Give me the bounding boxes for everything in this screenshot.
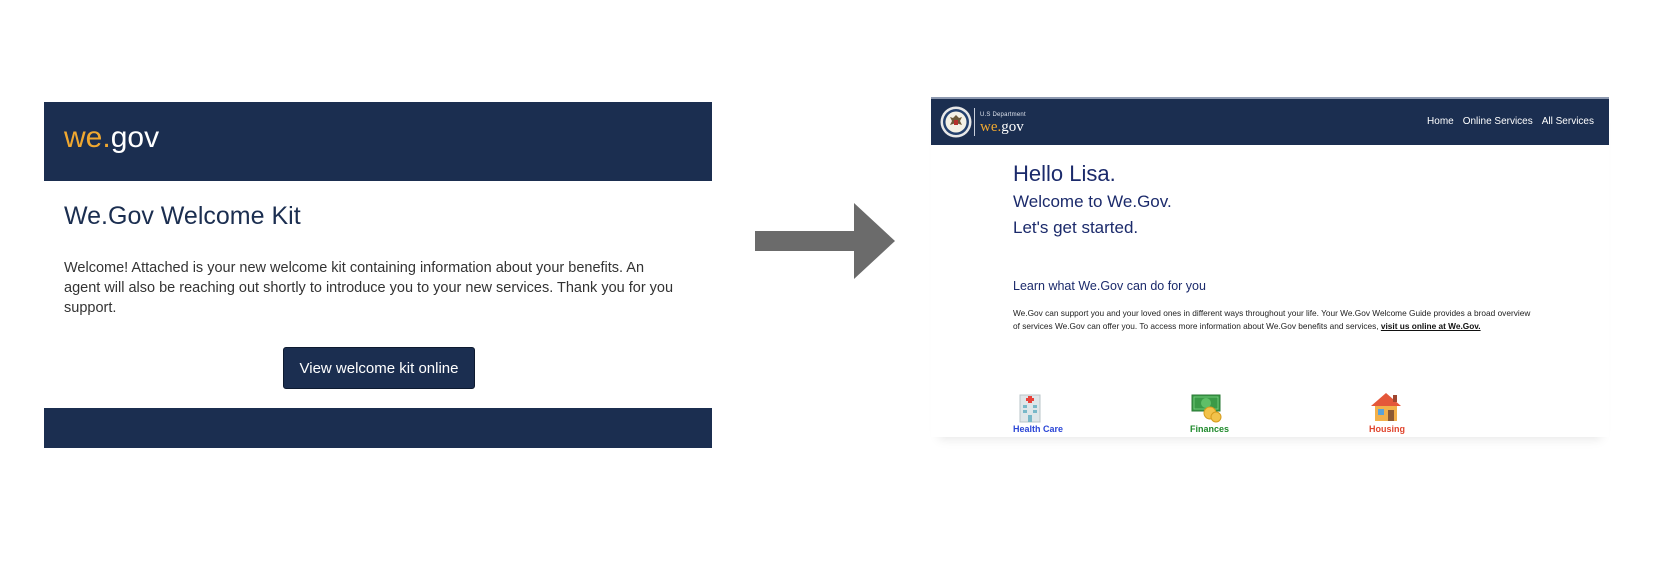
email-footer xyxy=(44,408,712,448)
service-label: Finances xyxy=(1190,424,1230,434)
right-arrow-icon xyxy=(755,203,895,279)
department-label: U.S Department xyxy=(980,112,1026,118)
nav-all-services[interactable]: All Services xyxy=(1541,116,1594,127)
email-body: Welcome! Attached is your new welcome kit containing information about your benefits. An agent will also be reaching out shortly to introduce you to your new services. Thank you for you support. xyxy=(64,260,674,316)
house-icon xyxy=(1369,391,1403,423)
welcome-text: Welcome to We.Gov. xyxy=(1013,192,1172,211)
get-started-text: Let's get started. xyxy=(1013,218,1139,237)
visit-online-link[interactable]: visit us online at We.Gov. xyxy=(1380,320,1481,331)
money-icon xyxy=(1190,391,1224,423)
site-header xyxy=(931,99,1609,145)
nav-home[interactable]: Home xyxy=(1427,116,1454,127)
view-welcome-kit-button[interactable]: View welcome kit online xyxy=(283,347,475,389)
service-finances[interactable] xyxy=(1190,391,1270,434)
learn-body: We.Gov can support you and your loved ones in different ways throughout your life. Your We.Gov Welcome Guide provides a broad overview of services We.Gov can offer you. To access more information about We.Gov benefits and services, visit us online at We.Gov. xyxy=(1013,308,1531,331)
hospital-icon xyxy=(1013,391,1047,423)
department-seal-icon xyxy=(940,106,972,138)
service-label: Health Care xyxy=(1013,424,1064,434)
learn-heading: Learn what We.Gov can do for you xyxy=(1013,279,1206,293)
service-label: Housing xyxy=(1369,424,1405,434)
email-logo: we.gov xyxy=(64,121,160,154)
email-title: We.Gov Welcome Kit xyxy=(64,202,301,230)
welcome-email xyxy=(44,102,712,448)
main-nav xyxy=(1427,116,1594,127)
site-logo[interactable]: we.gov xyxy=(980,119,1024,135)
wegov-website xyxy=(931,97,1609,437)
header-divider xyxy=(974,108,975,136)
service-health-care[interactable] xyxy=(1013,391,1093,434)
nav-online-services[interactable]: Online Services xyxy=(1462,116,1533,127)
email-header xyxy=(44,102,712,181)
service-housing[interactable] xyxy=(1369,391,1449,434)
greeting-heading: Hello Lisa. xyxy=(1013,161,1116,186)
